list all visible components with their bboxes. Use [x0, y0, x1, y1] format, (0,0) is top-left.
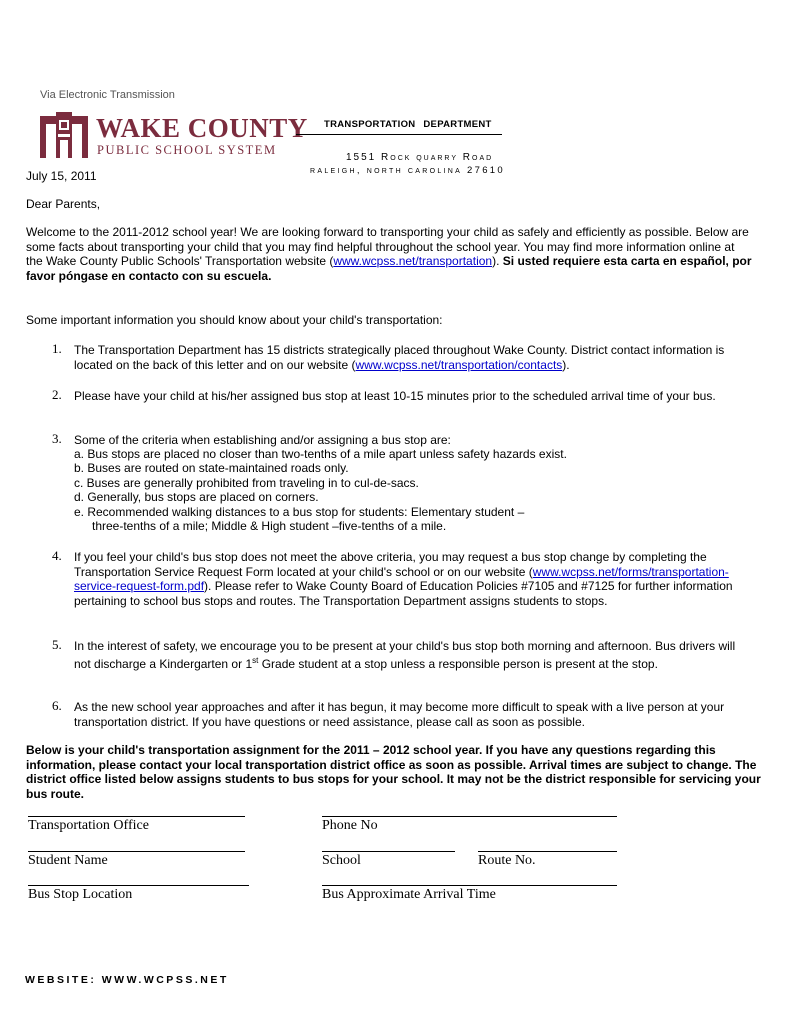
list-item-2: Please have your child at his/her assigned bus stop at least 10-15 minutes prior to the scheduled arrival time of your bus.: [74, 389, 716, 403]
item-number-4: 4.: [52, 548, 62, 563]
logo-name: WAKE COUNTY: [96, 113, 308, 143]
service-request-form-link[interactable]: www.wcpss.net/forms/transportation-service-request-form.pdf: [74, 564, 729, 594]
contacts-link[interactable]: www.wcpss.net/transportation/contacts: [355, 357, 563, 372]
footer-website: WEBSITE: WWW.WCPSS.NET: [25, 974, 229, 986]
criteria-c: c. Buses are generally prohibited from traveling in to cul-de-sacs.: [74, 476, 419, 490]
item-1-text: The Transportation Department has 15 districts strategically placed throughout Wake County. District contact information is located on the back of this letter and on our website (: [74, 343, 725, 372]
item-5-text-a: In the interest of safety, we encourage you to be present at your child's bus stop both morning and afternoon. Bus drivers will not discharge a Kindergarten or 1: [74, 639, 736, 671]
item-1-after: ).: [562, 357, 570, 372]
list-intro: Some important information you should know about your child's transportation:: [26, 313, 443, 327]
spanish-notice: Si usted requiere esta carta en español, por favor póngase en contacto con su escuela.: [26, 254, 752, 283]
bus-stop-location-line[interactable]: [28, 885, 249, 886]
list-item-5: [74, 639, 746, 671]
route-no-line[interactable]: [478, 851, 617, 852]
intro-text: Welcome to the 2011-2012 school year! We are looking forward to transporting your child as safely and efficiently as possible. Below are some facts about transporting your child that you may find helpful throughout the school year. You may find more information online at the Wake County Public Schools' Transportation website (: [26, 225, 749, 269]
criteria-e: e. Recommended walking distances to a bus stop for students: Elementary student –: [74, 505, 525, 519]
item-number-3: 3.: [52, 431, 62, 446]
criteria-a: a. Bus stops are placed no closer than two-tenths of a mile apart unless safety hazards exist.: [74, 447, 567, 461]
transportation-website-link[interactable]: www.wcpss.net/transportation: [333, 254, 493, 269]
arrival-time-line[interactable]: [322, 885, 617, 886]
logo-subname: PUBLIC SCHOOL SYSTEM: [97, 143, 277, 157]
item-number-5: 5.: [52, 637, 62, 652]
assignment-notice: Below is your child's transportation assignment for the 2011 – 2012 school year. If you have any questions regarding this information, please contact your local transportation district office as soon as possible. Arrival times are subject to change. The district office listed below assigns students to bus stops for your school. It may not be the district responsible for servicing your bus route.: [26, 743, 761, 801]
list-item-1: [74, 343, 746, 372]
department-title: TRANSPORTATION DEPARTMENT: [324, 119, 492, 130]
item-number-1: 1.: [52, 341, 62, 356]
route-no-label: Route No.: [478, 853, 536, 868]
intro-after: ).: [492, 254, 503, 269]
list-item-6: As the new school year approaches and after it has begun, it may become more difficult to speak with a live person at your transportation district. If you have questions or need assistance, please call as soon as possible.: [74, 700, 725, 729]
criteria-d: d. Generally, bus stops are placed on corners.: [74, 490, 319, 504]
intro-paragraph: [26, 225, 754, 283]
schoolhouse-logo-icon: [38, 110, 90, 158]
criteria-b: b. Buses are routed on state-maintained roads only.: [74, 461, 349, 475]
arrival-time-label: Bus Approximate Arrival Time: [322, 887, 496, 902]
address-line-1: 1551 Rock quarry Road: [346, 152, 494, 163]
transportation-office-line[interactable]: [28, 816, 245, 817]
phone-no-label: Phone No: [322, 818, 378, 833]
student-name-label: Student Name: [28, 853, 108, 868]
header-rule: [296, 134, 502, 135]
item-5-text-b: Grade student at a stop unless a responsible person is present at the stop.: [258, 656, 658, 671]
transportation-office-label: Transportation Office: [28, 818, 149, 833]
wcpss-logo: [38, 110, 308, 162]
list-item-3: Some of the criteria when establishing and/or assigning a bus stop are:: [74, 433, 451, 447]
via-electronic-transmission: Via Electronic Transmission: [40, 89, 175, 101]
bus-stop-location-label: Bus Stop Location: [28, 887, 133, 902]
school-line[interactable]: [322, 851, 455, 852]
item-5-superscript: st: [252, 655, 259, 665]
list-item-4: [74, 550, 746, 608]
item-4-text: If you feel your child's bus stop does not meet the above criteria, you may request a bus stop change by completing the Transportation Service Request Form located at your child's school or on our website (: [74, 550, 707, 579]
phone-no-line[interactable]: [322, 816, 617, 817]
criteria-e-continued: three-tenths of a mile; Middle & High student –five-tenths of a mile.: [92, 519, 447, 533]
item-4-after: ). Please refer to Wake County Board of Education Policies #7105 and #7125 for further information pertaining to school bus stops and routes. The Transportation Department assigns students to stops.: [74, 579, 733, 608]
student-name-line[interactable]: [28, 851, 245, 852]
letter-date: July 15, 2011: [26, 169, 97, 183]
school-label: School: [322, 853, 361, 868]
greeting: Dear Parents,: [26, 197, 101, 211]
item-number-2: 2.: [52, 387, 62, 402]
item-number-6: 6.: [52, 698, 62, 713]
address-line-2: raleigh, north carolina 27610: [310, 165, 505, 176]
